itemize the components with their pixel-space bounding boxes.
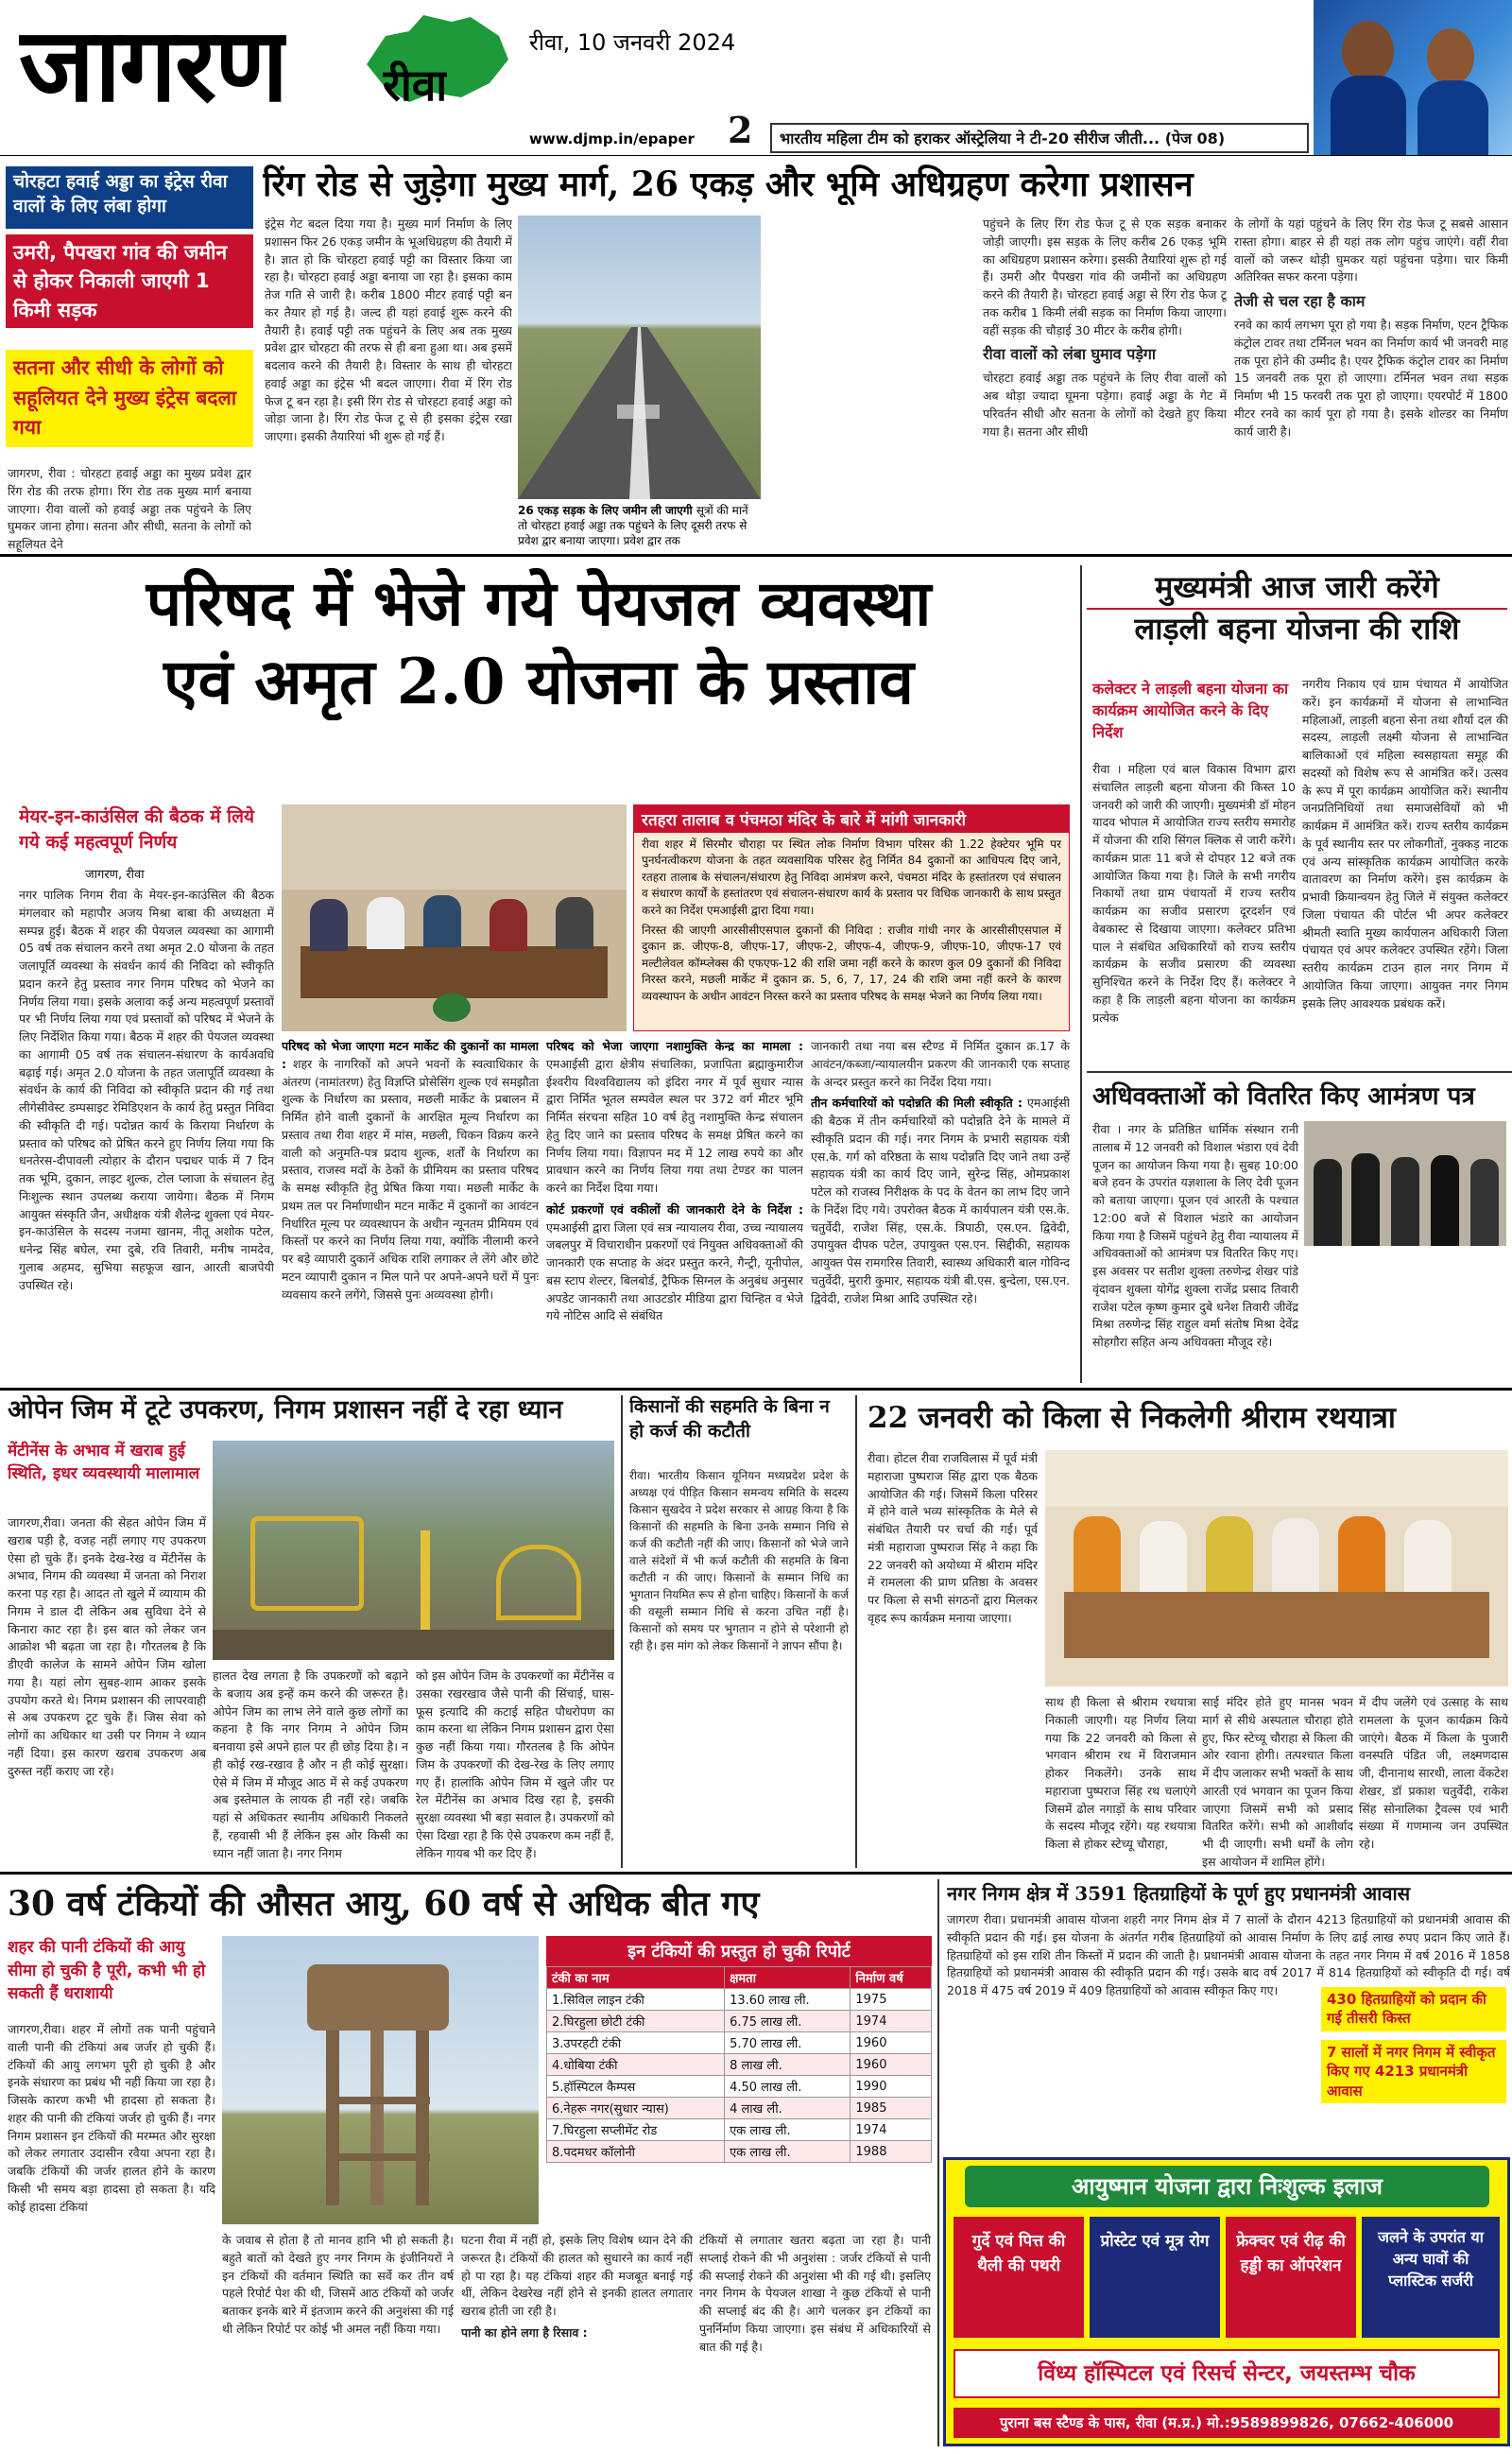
table-cell: 1974 bbox=[850, 2011, 932, 2032]
council-col-c2-text: एमआईसी की बैठक में तीन कर्मचारियों को पदोन्नति देने के मामले में स्वीकृति प्रदान की गई। नगर निगम के प्रभारी सहायक यंत्री एस.के. गर्ग को वरिष्ठता के साथ पदोन्नति दिए जाने तथा उन्हें सहायक यंत्री का कार्य दिए जाने, सुरेन्द्र सिंह, ओमप्रकाश पटेल को राजस्व निरीक्षक के पद के वेतन का लाभ दिए जाने के निर्देश दिए गये। उपरोक्त बैठक में कार्यपालन यंत्री एस.के. चतुर्वेदी, राजेश सिंह, एस.के. त्रिपाठी, एस.एन. द्विवेदी, उपायुक्त दीपक पटेल, उपायुक्त एस.एन. सिद्दीकी, सहायक आयुक्त पेस रामगरिस तिवारी, स्वास्थ्य अधिकारी बाल गोविन्द चतुर्वेदी, मुरारी कुमार, सहायक यंत्री बी.एस. बुन्देला, एस.एन. द्विवेदी, राजेश मिश्रा आदि उपस्थित रहे। bbox=[811, 1096, 1070, 1305]
farmers-body bbox=[629, 1467, 849, 1869]
water-tank-photo bbox=[222, 1936, 539, 2224]
council-headline-line1: परिषद में भेजे गये पेयजल व्यवस्था bbox=[146, 566, 932, 640]
rathyatra-col-1 bbox=[868, 1450, 1038, 1734]
table-cell: 1.सिविल लाइन टंकी bbox=[547, 1989, 725, 2011]
council-col-c-head: तीन कर्मचारियों को पदोन्नति की मिली स्वीकृति : bbox=[811, 1096, 1023, 1111]
council-col-b2-text: एमआईसी द्वारा जिला एवं सत्र न्यायालय रीवा, उच्च न्यायालय जबलपुर में विचाराधीन प्रकरणों एवं नियुक्त अधिवक्ताओं की जानकारी एक सप्ताह के अंदर प्रस्तुत करने, गैन्ट्री, यूनीपोल, बस स्टाप शेल्टर, बिलबोर्ड, ट्रैफिक सिग्नल के अनुबंध अनुसार अपडेट जानकारी तथा आउटडोर मीडिया द्वारा चिन्हित व भेजे गये नोटिस आदि से संबंधित bbox=[546, 1219, 803, 1323]
tanks-table-header: टंकी का नाम bbox=[547, 1967, 725, 1989]
advocates-body bbox=[1092, 1121, 1508, 1381]
runway-caption-text: सूत्रों की मानें तो चोरहटा हवाई अड्डा तक पहुंचने के लिए दूसरी तरफ से प्रवेश द्वार बनाया जाएगा। प्रवेश द्वार तक bbox=[518, 504, 748, 548]
story-pm-awas bbox=[943, 1877, 1512, 2152]
council-col-b-head: परिषद को भेजा जाएगा नशामुक्ति केन्द्र का मामला : bbox=[546, 1039, 803, 1053]
tanks-col-1-text: जागरण,रीवा। शहर में लोगों तक पानी पहुंचाने वाली पानी की टंकियां अब जर्जर हो चुकी हैं। टंकियों की आयु लगभग पूरी हो चुकी है और इनके संधारण का प्रबंध भी नहीं किया जा रहा है। जिसके कारण कभी भी हादसा हो सकता है। शहर की पानी की टंकियां जर्जर हो चुकी हैं। नगर निगम प्रशासन इन टंकियों की मरम्मत और सुरक्षा को लेकर लगातार उदासीन रवैया अपना रहा है। जबकि टंकियों की जर्जर हालत होने के कारण किसी भी समय बड़ा हादसा हो सकता है। यदि कोई हादसा टंकियां bbox=[8, 2022, 215, 2214]
airport-left-body: जागरण, रीवा : चोरहटा हवाई अड्डा का मुख्य प्रवेश द्वार रिंग रोड की तरफ होगा। रिंग रोड तक मुख्य मार्ग बनाया जाएगा। रीवा वालों को हवाई अड्डा तक पहुंचने के लिए घुमकर जाना होगा। सतना और सीधी, सतना के लोगों को सहूलियत देने bbox=[8, 466, 251, 551]
table-cell: 1988 bbox=[850, 2141, 932, 2163]
table-cell: एक लाख ली. bbox=[725, 2141, 850, 2163]
table-cell: 1990 bbox=[850, 2076, 932, 2098]
ad-address: पुराना बस स्टैण्ड के पास, रीवा (म.प्र.) मो.:9589899826, 07662-406000 bbox=[954, 2408, 1500, 2438]
tanks-subheading: शहर की पानी टंकियों की आयु सीमा हो चुकी है पूरी, कभी भी हो सकती हैं धराशायी bbox=[8, 1938, 206, 2004]
ladli-col-2-text: नगरीय निकाय एवं ग्राम पंचायत में आयोजित करें। इन कार्यक्रमों में योजना से लाभान्वित महिलाओं, लाड़ली बहना सेना तथा शौर्या दल की सदस्य, लाड़ली लक्ष्मी योजना से लाभान्वित बालिकाओं एवं महिला स्वसहायता समूह की सदस्यों को विशेष रूप से आमंत्रित करें। उत्सव के रूप में पूरा कार्यक्रम आयोजित करें। स्थानीय जनप्रतिनिधियों तथा समाजसेवियों को भी कार्यक्रम में आमंत्रित करें। राज्य स्तरीय कार्यक्रम के पूर्व स्थानीय स्तर पर लोकगीतों, नुक्कड़ नाटक एवं अन्य सांस्कृतिक कार्यक्रम आयोजित करके वातावरण का निर्माण करेंगे। इस कार्यक्रम के प्रभावी क्रियान्वयन हेतु जिले में संयुक्त कलेक्टर जिला पंचायत की पोर्टल भी अपर कलेक्टर श्रीमती स्वाति मुख्य कार्यपालन अधिकारी जिला पंचायत एवं अपर कलेक्टर उपस्थित रहेंगे। जिला स्तरीय कार्यक्रम टाउन हाल नगर निगम में आयोजित किया जाएगा। आयुक्त नगर निगम इसके लिए आवश्यक प्रबंधक करें। bbox=[1302, 677, 1508, 1011]
farmers-body-text: रीवा। भारतीय किसान यूनियन मध्यप्रदेश प्रदेश के अध्यक्ष एवं पीड़ित किसान समन्वय समिति के सदस्य किसान सुखदेव ने प्रदेश सरकार से आग्रह किया है कि किसानों की सहमति के बिना उनके सम्मान निधि से कर्ज की कटौती नहीं की जाए। किसानों को भेजे जाने वाले संदेशों में भी कर्ज कटौती की सहमति के बिना कटौती न की जाए। किसानों के सम्मान निधि का भुगतान नियमित रूप से होना चाहिए। किसानों के कर्ज की वसूली सम्मान निधि से करना उचित नहीं है। किसानों को समय पर भुगतान न होने से परेशानी हो रही है। इस मांग को लेकर किसानों ने ज्ञापन सौंपा है। bbox=[629, 1469, 849, 1652]
gym-col-2 bbox=[213, 1668, 408, 1869]
table-cell: 7.घिरहुला सप्लीमेंट रोड bbox=[547, 2119, 725, 2141]
airport-col-5 bbox=[1234, 216, 1508, 551]
gym-col-1 bbox=[8, 1514, 206, 1869]
council-subheading: मेयर-इन-काउंसिल की बैठक में लिये गये कई महत्वपूर्ण निर्णय bbox=[19, 806, 255, 853]
advocates-body-text: रीवा । नगर के प्रतिष्ठित धार्मिक संस्थान रानी तालाब में 12 जनवरी को विशाल भंडारा एवं देवी पूजन का आयोजन किया गया है। सुबह 10:00 बजे हवन के उपरांत यज्ञशाला के लिए देवी पूजन को बताया जाएगा। पूजन एवं आरती के पश्चात 12:00 बजे से विशाल भंडारे का आयोजन किया गया है जिसमें पहुंचने हेतु रीवा न्यायालय में अधिवक्ताओं को आमंत्रण पत्र वितरित किए गए। इस अवसर पर सतीश शुक्ला तरुणेन्द्र शेखर पांडे वृंदावन शुक्ला योगेंद्र शुक्ला राजेंद्र प्रसाद तिवारी राजेश पटेल कृष्ण कुमार दुबे धनेश तिवारी जीवेंद्र मिश्रा तरुणेन्द्र सिंह राहुल वर्मा संतोष मिश्रा देवेंद्र सोहगौरा सहित अन्य अधिवक्ता मौजूद रहे। bbox=[1092, 1122, 1298, 1349]
table-row bbox=[547, 2032, 932, 2054]
table-cell: 5.70 लाख ली. bbox=[725, 2032, 850, 2054]
rathyatra-col-1-text: रीवा। होटल रीवा राजविलास में पूर्व मंत्री महाराजा पुष्पराज सिंह द्वारा एक बैठक आयोजित की गई। जिसमें किला परिसर में होने वाले भव्य सांस्कृतिक के मेले से संबंधित तैयारी पर चर्चा की गई। पूर्व मंत्री महाराजा पुष्पराज सिंह ने कहा कि 22 जनवरी को अयोध्या में श्रीराम मंदिर में रामलला की प्राण प्रतिष्ठा के अवसर पर किला से सभी संगठनों द्वारा मिलकर वृहद रूप कार्यक्रम मनाया जाएगा। bbox=[868, 1451, 1038, 1625]
gym-subheading: मेंटीनेंस के अभाव में खराब हुई स्थिति, इधर व्यवस्थायी मालामाल bbox=[8, 1442, 200, 1483]
ladli-headline-line2: लाड़ली बहना योजना की राशि bbox=[1087, 608, 1507, 649]
ladli-subheading: कलेक्टर ने लाड़ली बहना योजना का कार्यक्रम आयोजित करने के दिए निर्देश bbox=[1092, 680, 1289, 742]
rathyatra-meeting-photo bbox=[1045, 1450, 1508, 1686]
kicker-text: चोरहटा हवाई अड्डा का इंट्रेस रीवा वालों के लिए लंबा होगा bbox=[13, 171, 228, 216]
ad-title: आयुष्मान योजना द्वारा निःशुल्क इलाज bbox=[965, 2166, 1489, 2207]
council-headline-line2: एवं अमृत 2.0 योजना के प्रस्ताव bbox=[163, 644, 914, 718]
table-cell: 13.60 लाख ली. bbox=[725, 1989, 850, 2011]
ladli-col-1-text: रीवा । महिला एवं बाल विकास विभाग द्वारा संचालित लाड़ली बहना योजना की किस्त 10 जनवरी को जारी की जाएगी। मुख्यमंत्री डॉ मोहन यादव भोपाल में आयोजित राज्य स्तरीय समारोह में योजना की राशि सिंगल क्लिक से जारी करेंगे। कार्यक्रम प्रातः 11 बजे से दोपहर 12 बजे तक आयोजित किया गया है। जिले के सभी नगरीय निकायों तथा ग्राम पंचायतों में राज्य स्तरीय कार्यक्रम का सजीव प्रसारण दूरदर्शन एवं वेबकास्ट से दिखाया जाएगा। कलेक्टर प्रतिभा पाल ने संबंधित अधिकारियों को राज्य स्तरीय कार्यक्रम के सजीव प्रसारण की व्यवस्था सुनिश्चित करने के निर्देश दिए हैं। कलेक्टर ने कहा है कि लाड़ली बहना योजना का कार्यक्रम प्रत्येक bbox=[1092, 762, 1296, 1025]
table-row bbox=[547, 2119, 932, 2141]
table-cell: 1975 bbox=[850, 1989, 932, 2011]
rathyatra-col-2 bbox=[1045, 1694, 1196, 1869]
tanks-col-3-text: घटना रीवा में नहीं हो, इसके लिए विशेष ध्यान देने की जरूरत है। टंकियों की हालत को सुधारने का कार्य नहीं हो पा रहा है। यह टंकियां शहर की मजबूत बनाई गई थीं, लेकिन देखरेख नहीं होने से इनकी हालत लगातार खराब होती जा रही है। bbox=[461, 2233, 693, 2318]
table-row bbox=[547, 2141, 932, 2163]
airport-col-5-subhead: तेजी से चल रहा है काम bbox=[1234, 292, 1366, 310]
tanks-table-box bbox=[546, 1936, 932, 2224]
edition-name: रीवा bbox=[383, 60, 448, 111]
tanks-col-2 bbox=[222, 2232, 454, 2451]
story-open-gym bbox=[0, 1393, 619, 1871]
story-farmers bbox=[626, 1393, 852, 1871]
awas-highlight-1: 430 हितग्राहियों को प्रदान की गई तीसरी किस्त bbox=[1321, 1987, 1506, 2031]
table-cell: 1974 bbox=[850, 2119, 932, 2141]
runway-photo bbox=[518, 216, 761, 499]
table-cell: 1960 bbox=[850, 2032, 932, 2054]
table-cell: 5.हॉस्पिटल कैम्पस bbox=[547, 2076, 725, 2098]
epaper-link[interactable]: www.djmp.in/epaper bbox=[529, 130, 695, 147]
tanks-col-3 bbox=[461, 2232, 693, 2451]
airport-kicker bbox=[6, 166, 253, 229]
ad-box-3: फ्रेक्चर एवं रीढ़ की हड्डी का ऑपरेशन bbox=[1226, 2217, 1356, 2338]
gym-photo bbox=[213, 1441, 614, 1660]
airport-col-4b-text: चोरहटा हवाई अड्डा तक पहुंचने के लिए रीवा वालों को अब थोड़ा ज्यादा घूमना पड़ेगा। हवाई अड्डा के गेट में परिवर्तन सीधी और सतना के लोगों को देखते हुए किया गया है। सतना और सीधी bbox=[983, 371, 1227, 439]
gym-col-2-text: हालत देख लगता है कि उपकरणों को बढ़ाने के बजाय अब इन्हें कम करने की जरूरत है। ओपेन जिम का लाभ लेने वाले कुछ लोगों का कहना है कि नगर निगम ने ओपेन जिम बनवाया इसे अपने हाल पर ही छोड़ दिया है। न ही कोई रख-रखाव है और न ही कोई सुरक्षा। ऐसे में जिम में मौजूद आठ में से कई उपकरण अब इस्तेमाल के लायक ही नहीं रहे। जबकि यहां से अधिकतर स्थानीय अधिकारी निकलते हैं, रहवासी भी हैं लेकिन इस ओर किसी का ध्यान नहीं जाता है। नगर निगम bbox=[213, 1668, 408, 1860]
table-cell: 3.उपरहटी टंकी bbox=[547, 2032, 725, 2054]
ad-box-2: प्रोस्टेट एवं मूत्र रोग bbox=[1090, 2217, 1220, 2338]
table-cell: 8 लाख ली. bbox=[725, 2054, 850, 2076]
council-col-a bbox=[282, 1038, 539, 1383]
rathyatra-col-3 bbox=[1202, 1694, 1353, 1869]
airport-col-4-subhead: रीवा वालों को लंबा घुमाव पड़ेगा bbox=[983, 345, 1157, 364]
tanks-col-1 bbox=[8, 2021, 215, 2451]
tanks-headline: 30 वर्ष टंकियों की औसत आयु, 60 वर्ष से अधिक बीत गए bbox=[8, 1884, 760, 1924]
tanks-col-2-text: के जवाब से होता है तो मानव हानि भी हो सकती है। बहुते बातों को देखते हुए नगर निगम के इंजीनियरों ने इन टंकियों की वर्तमान स्थिति का सर्वे कर तीन वर्ष पहले रिपोर्ट पेश की थी, जिसमें आठ टंकियों को जर्जर बताकर इनके बारे में इंतजाम करने की अनुशंसा की गई थी लेकिन रिपोर्ट पर कोई भी अमल नहीं किया गया। bbox=[222, 2233, 454, 2336]
awas-body-text: जागरण रीवा। प्रधानमंत्री आवास योजना शहरी नगर निगम क्षेत्र में 7 सालों के दौरान 4213 हितग्राहियों को प्रधानमंत्री आवास की स्वीकृति प्रदान की गई। इस योजना के अंतर्गत गरीब हितग्राहियों को आवास निर्माण के लिए ढाई लाख रुपए प्रदान किए जाते हैं। हितग्राहियों को इस राशि तीन किस्तों में प्रदान की जाती है। प्रधानमंत्री आवास योजना के तहत नगर निगम में वर्ष 2016 में 1858 हितग्राहियों को प्रधानमंत्री आवास की स्वीकृति प्रदान की गई। उसके बाद वर्ष 2017 में 814 हितग्राहियों को स्वीकृति दी गई। वर्ष 2018 में 475 वर्ष 2019 में 409 हितग्राहियों को आवास स्वीकृत किए गए। bbox=[947, 1912, 1510, 1997]
table-cell: 6.नेहरू नगर(सुधार न्यास) bbox=[547, 2098, 725, 2119]
council-col-c bbox=[811, 1038, 1070, 1383]
table-cell: 2.घिरहुला छोटी टंकी bbox=[547, 2011, 725, 2032]
rathyatra-col-3-text: साई मंदिर होते हुए मानस भवन मार्ग से सीधे अस्पताल चौराहा होते हुए, फिर स्टेच्यू चौराहा से किला की ओर रवाना होगी। तत्पश्चात किला में दीप जलाकर सभी भक्तों के साथ आरती एवं भगवान का पूजन किया जाएगा जिसमें सभी को प्रसाद वितरित करेंगे। सभी को आशीर्वाद भी दी जाएगी। सभी धर्मों के लोग इस आयोजन में शामिल होंगे। bbox=[1202, 1695, 1353, 1869]
council-box-body: रीवा शहर में सिरमौर चौराहा पर स्थित लोक निर्माण विभाग परिसर की 1.22 हेक्टेयर भूमि पर पुनर्घनत्वीकरण योजना के तहत व्यवसायिक परिसर हेतु निर्मित 84 दुकानों का आधिपत्य दिए जाने, रतहरा तालाब के संचालन/संधारण हेतु निविदा आमंत्रण करने, पंचमठा मंदिर के हस्तांतरण एवं संचालन व संधारण कार्यों के हस्तांतरण एवं संचालन-संधारण कार्य के प्रस्ताव पर विधिक जानकारी के साथ प्रस्तुत करने का निर्देश एमआईसी द्वारा दिया गया। bbox=[642, 838, 1061, 917]
airport-side-heading-2: सतना और सीधी के लोगों को सहूलियत देने मुख्य इंट्रेस बदला गया bbox=[6, 350, 253, 447]
table-cell: 1960 bbox=[850, 2054, 932, 2076]
airport-col-2-text: इंट्रेस गेट बदल दिया गया है। मुख्य मार्ग निर्माण के लिए प्रशासन फिर 26 एकड़ जमीन के भूअधिग्रहण की तैयारी में है। ज्ञात हो कि चोरहटा हवाई पट्टी का विस्तार किया जा रहा है। चोरहटा हवाई अड्डा बनाया जा रहा है। इसका काम तेज गति से जारी है। करीब 1800 मीटर हवाई पट्टी बन कर तैयार हो गई है। जल्द ही यहां हवाई शुरू करने की तैयारी है। हवाई पट्टी तक पहुंचने के लिए अब तक मुख्य प्रवेश द्वार चोरहटा की तरफ से ही बना हुआ था। अब इसमें बदलाव करने की तैयारी है। विस्तार के साथ ही चोरहटा हवाई अड्डा का इंट्रेस भी बदल जाएगा। रीवा में रिंग रोड फेज टू बन रहा है। इसी रिंग रोड से चोरहटा हवाई अड्डा को जोड़ा जाना है। रिंग रोड फेज टू से ही इसका इंट्रेस रखा जाएगा। इसकी तैयारियां भी शुरू हो गई हैं। bbox=[265, 216, 512, 443]
tanks-col-3-subhead: पानी का होने लगा है रिसाव : bbox=[461, 2324, 588, 2340]
table-cell: 4.50 लाख ली. bbox=[725, 2076, 850, 2098]
table-row bbox=[547, 2098, 932, 2119]
brand-logo: जागरण bbox=[19, 9, 287, 122]
rathyatra-col-2-text: साथ ही किला से श्रीराम रथयात्रा निकाली जाएगी। यह निर्णय लिया गया कि 22 जनवरी को किला से भगवान श्रीराम रथ में विराजमान होकर निकलेंगे। उनके साथ महाराजा पुष्पराज सिंह रथ चलाएंगे जिसमें ढोल नगाड़ों के साथ परिवार के सदस्य मौजूद रहेंगे। यह रथयात्रा किला से होकर स्टेच्यू चौराहा, bbox=[1045, 1695, 1196, 1851]
ayushman-ad[interactable] bbox=[943, 2157, 1510, 2446]
table-cell: 8.पदमधर कॉलोनी bbox=[547, 2141, 725, 2163]
ad-box-4: जलने के उपरांत या अन्य घावों की प्लास्टिक सर्जरी bbox=[1362, 2217, 1500, 2338]
page-number: 2 bbox=[728, 109, 753, 151]
tanks-table-header: क्षमता bbox=[725, 1967, 850, 1989]
council-col-a-text: शहर के नागरिकों को अपने भवनों के स्वत्वाधिकार के अंतरण (नामांतरण) हेतु विज्ञप्ति प्रोसेसिंग शुल्क एवं समझौता शुल्क के निर्धारण का प्रस्ताव, मछली मार्केट के प्रबालन में निर्मित होने वाली दुकानों के आरक्षित मूल्य निर्धारण का प्रस्ताव तथा रीवा शहर में मांस, मछली, चिकन विक्रय करने वाली को अनुमति-पत्र प्रदाय शुल्क, शर्तों के निर्धारण का प्रस्ताव, राजस्व मदों के ठेकों के प्रीमियम का प्रस्ताव परिषद के समक्ष स्वीकृति हेतु प्रेषित किया गया। मछली मार्केट के प्रथम तल पर निर्माणाधीन मटन मार्केट में दुकानों का आवंटन निर्धारित मूल्य पर व्यवस्थापन के अधीन न्यूनतम प्रीमियम एवं किस्तों पर करने का निर्णय लिया गया, क्योंकि नीलामी करने पर बड़े व्यापारी दुकानें अधिक राशि लगाकर ले लेंगे और छोटे मटन व्यापारी दुकान न मिल पाने पर अपने-अपने घरों में पुनः व्यवसाय करने लगेंगे, जिससे पुनः अव्यवस्था होगी। bbox=[282, 1056, 539, 1302]
story-council bbox=[0, 561, 1077, 1388]
rathyatra-headline: 22 जनवरी को किला से निकलेगी श्रीराम रथयात्रा bbox=[868, 1401, 1396, 1435]
cricket-players-photo bbox=[1314, 0, 1512, 156]
story-ladli-behna bbox=[1087, 562, 1512, 1073]
teaser-bar[interactable] bbox=[770, 123, 1309, 153]
gym-col-1-text: जागरण,रीवा। जनता की सेहत ओपेन जिम में खराब पड़ी है, वजह नहीं लगाए गए उपकरण ऐसा हो चुके हैं। इनके देख-रेख व मेंटीनेंस के अभाव, निगम की व्यवस्था में जनता को निराश करना पड़ रहा है। आदत तो खुले में व्यायाम की निगम ने डाल दी लेकिन अब सुविधा देने से किनारा काट रहा है। इस बात को लेकर जन आक्रोश भी बढ़ता जा रहा है। गौरतलब है कि डीएवी कालेज के सामने ओपेन जिम खोला गया है। यहां लोग सुबह-शाम आकर इसके उपयोग करते थे। निगम प्रशासन की लापरवाही से अब उपकरण टूट चुके हैं। जिस सेवा को लोगों का अधिकार था उसी पर निगम ने ध्यान नहीं दिया। इस कारण खराब उपकरण अब दुरुस्त नहीं कराए जा रहे। bbox=[8, 1515, 206, 1778]
council-meeting-photo bbox=[282, 804, 627, 1031]
council-col-c-text: जानकारी तथा नया बस स्टैण्ड में निर्मित दुकान क्र.17 के आवंटन/कब्जा/न्यायालयीन प्रकरण की जानकारी एक सप्ताह के अन्दर प्रस्तुत करने का निर्देश दिया गया। bbox=[811, 1039, 1070, 1089]
council-box-body2: निरस्त की जाएगी आरसीसीएसपाल दुकानों की निविदा : राजीव गांधी नगर के आरसीसीएसपाल में दुकान क्र. जीएफ-8, जीएफ-17, जीएफ-2, जीएफ-4, जीएफ-9, जीएफ-10, जीएफ-17 एवं मल्टीलेवल कॉम्प्लेक्स की एफएफ-12 की राशि जमा नहीं करने के कारण कुल 09 दुकानों की निविदा निरस्त करने, मछली मार्केट में दुकान क्र. 5, 6, 7, 17, 24 की राशि जमा नहीं करने के कारण व्यवस्थापन के अधीन आवंटन निरस्त करने का प्रस्ताव परिषद के समक्ष भेजने का निर्णय लिया गया। bbox=[642, 923, 1061, 1003]
table-cell: 4.धोबिया टंकी bbox=[547, 2054, 725, 2076]
ad-box-1: गुर्दे एवं पित्त की थैली की पथरी bbox=[954, 2217, 1084, 2338]
runway-caption-bold: 26 एकड़ सड़क के लिए जमीन ली जाएगी bbox=[518, 504, 693, 517]
table-cell: 4 लाख ली. bbox=[725, 2098, 850, 2119]
tanks-table-header: निर्माण वर्ष bbox=[850, 1967, 932, 1989]
council-headline bbox=[9, 564, 1068, 720]
council-col-1 bbox=[19, 887, 274, 1383]
table-cell: एक लाख ली. bbox=[725, 2119, 850, 2141]
council-col-b-head2: कोर्ट प्रकरणों एवं वकीलों की जानकारी देने के निर्देश : bbox=[546, 1201, 803, 1217]
table-cell: 1985 bbox=[850, 2098, 932, 2119]
tanks-col-4-text: टंकियों से लगातार खतरा बढ़ता जा रहा है। पानी सप्लाई रोकने की भी अनुशंसा : जर्जर टंकियों से पानी की सप्लाई रोकने की अनुशंसा भी की गई थी। इसलिए नगर निगम के पेयजल शाखा ने कुछ टंकियों से पानी की सप्लाई बंद की है। आगे चलकर इन टंकियों का पुनर्निर्माण किया जाएगा। इस संबंध में अधिकारियों से बात की गई है। bbox=[699, 2233, 931, 2354]
airport-side-heading-1: उमरी, पैपखरा गांव की जमीन से होकर निकाली जाएगी 1 किमी सड़क bbox=[6, 234, 253, 328]
ladli-col-1 bbox=[1092, 761, 1296, 1068]
airport-col-5b-text: रनवे का कार्य लगभग पूरा हो गया है। सड़क निर्माण, एटन ट्रैफिक कंट्रोल टावर तथा टर्मिनल भवन का निर्माण कार्य भी जनवरी माह तक पूरा होने की उम्मीद है। एयर ट्रैफिक कंट्रोल टावर का निर्माण 15 जनवरी तक पूरा हो जाएगा। टर्मिनल भवन तथा सड़क निर्माण भी 15 फरवरी तक पूरा हो जाएगा। एयरपोर्ट में 1800 मीटर रनवे का कार्य पूरा हो गया है। इसके शोल्डर का निर्माण कार्य जारी है। bbox=[1234, 318, 1508, 439]
council-col-1-text: नगर पालिक निगम रीवा के मेयर-इन-काउंसिल की बैठक मंगलवार को महापौर अजय मिश्रा बाबा की अध्यक्षता में सम्पन्न हुई। बैठक में शहर की पेयजल व्यवस्था का आगामी 05 वर्ष तक संचालन करने तथा अमृत 2.0 योजना के तहत जलापूर्ति व्यवस्था के संवर्धन कार्य की निविदा को स्वीकृति प्रदान करने हेतु प्रस्ताव नगर निगम परिषद को भेजने का निर्णय लिया गया। इसके अलावा कई अन्य महत्वपूर्ण प्रस्तावों पर भी निर्णय लिया गया एवं प्रस्तावों को परिषद में भेजने के लिए निर्देशित किया गया। बैठक में शहर की पेयजल व्यवस्था का आगामी 05 वर्ष तक संचालन-संधारण के कार्यअवधि बढ़ाई गई। अमृत 2.0 योजना के तहत जलापूर्ति व्यवस्था के संवर्धन के कार्य की निविदा को स्वीकृति प्रदान की गई तथा लीगेसीवेस्ट डम्पसाइट रेमिडिएशन के कार्य हेतु प्रस्तुत निविदा की स्वीकृति दी गई। पदोन्नत कार्य के किराया निर्धारण के प्रस्ताव को परिषद को प्रेषित करने हुए निर्णय लिया गया कि धनतेरस-दीपावली त्योहार के दौरान पद्मधर पार्क में 7 दिन तक भूमि, दुकान, लाइट शुल्क, टोल प्लाजा के संचालन हेतु निःशुल्क स्थान उपलब्ध कराया जायेगा। बैठक में निगम आयुक्त संस्कृति जैन, अधीक्षक यंत्री शैलेन्द्र शुक्ला एवं मेयर-इन-काउंसिल के सदस्य नजमा खानम, नीतू अशोक पटेल, धनेन्द्र सिंह बघेल, रमा दुबे, रवि तिवारी, मनीष नामदेव, गुलाब अहमद, सुभिया सहफूज खान, आरती बाजपेयी उपस्थित रहे। bbox=[19, 888, 274, 1292]
tanks-col-4 bbox=[699, 2232, 931, 2451]
awas-highlight-2: 7 सालों में नगर निगम में स्वीकृत किए गए 4213 प्रधानमंत्री आवास bbox=[1321, 2040, 1506, 2103]
awas-headline: नगर निगम क्षेत्र में 3591 हितग्राहियों के पूर्ण हुए प्रधानमंत्री आवास bbox=[947, 1882, 1411, 1905]
story-rathyatra bbox=[860, 1393, 1512, 1871]
airport-col-4 bbox=[983, 216, 1227, 551]
airport-col-5-text: के लोगों के यहां पहुंचने के लिए रिंग रोड फेज टू सबसे आसान रास्ता होगा। बाहर से ही यहां तक लोग पहुंच जाएंगे। वहीं रीवा वालों को जरूर थोड़ी घुमकर यहां पहुंचना पड़ेगा। चार किमी अतिरिक्त सफर करना पड़ेगा। bbox=[1234, 216, 1508, 285]
ladli-col-2 bbox=[1302, 676, 1508, 1068]
teaser-text: भारतीय महिला टीम को हराकर ऑस्ट्रेलिया ने टी-20 सीरीज जीती... (पेज 08) bbox=[780, 130, 1226, 147]
airport-headline: रिंग रोड से जुड़ेगा मुख्य मार्ग, 26 एकड़ और भूमि अधिग्रहण करेगा प्रशासन bbox=[263, 164, 1194, 204]
rathyatra-col-4 bbox=[1359, 1694, 1508, 1869]
story-advocates bbox=[1087, 1078, 1512, 1385]
council-box bbox=[633, 804, 1070, 1031]
story-water-tanks bbox=[0, 1877, 936, 2454]
ad-hospital-name: विंध्य हॉस्पिटल एवं रिसर्च सेन्टर, जयस्तम्भ चौक bbox=[954, 2349, 1500, 2398]
council-col-b-text: एमआईसी द्वारा क्षेत्रीय संचालिका, प्रजापिता ब्रह्माकुमारीज ईश्वरीय विश्वविद्यालय को इंदिरा नगर में पूर्व सुधार न्यास द्वारा निर्मित भूतल सम्पवेल स्थल पर 372 वर्ग मीटर भूमि निर्मित संरचना सहित 10 वर्ष हेतु नशामुक्ति केन्द्र संचालन हेतु दिए जाने का प्रस्ताव परिषद के समक्ष प्रेषित करने का निर्णय लिया गया। विज्ञापन मद में 12 लाख रुपये का और प्रावधान करने का निर्णय लिया गया तथा टेण्डर का पालन करने का निर्देश दिया गया। bbox=[546, 1056, 803, 1195]
table-row bbox=[547, 2054, 932, 2076]
table-row bbox=[547, 2076, 932, 2098]
gym-headline: ओपेन जिम में टूटे उपकरण, निगम प्रशासन नहीं दे रहा ध्यान bbox=[8, 1395, 563, 1425]
ladli-headline-line1: मुख्यमंत्री आज जारी करेंगे bbox=[1155, 569, 1439, 605]
table-row bbox=[547, 2011, 932, 2032]
airport-col-4-text: पहुंचने के लिए रिंग रोड फेज टू से एक सड़क बनाकर जोड़ी जाएगी। इस सड़क के लिए करीब 26 एकड़ भूमि का अधिग्रहण प्रशासन करेगा। इसकी तैयारियां शुरू हो गई हैं। उमरी और पैपखरा गांव की जमीनों का अधिग्रहण करने की तैयारी है। चोरहटा हवाई अड्डा से रिंग रोड फेज टू तक करीब 1 किमी लंबी सड़क का निर्माण किया जाएगा। वहीं सड़क की चौड़ाई 30 मीटर के करीब होगी। bbox=[983, 216, 1227, 337]
council-col-a-head: परिषद को भेजा जाएगा मटन मार्केट की दुकानों का मामला : bbox=[282, 1039, 539, 1071]
advocates-headline: अधिवक्ताओं को वितरित किए आमंत्रण पत्र bbox=[1092, 1082, 1475, 1111]
council-box-title: रतहरा तालाब व पंचमठा मंदिर के बारे में मांगी जानकारी bbox=[634, 805, 1069, 833]
runway-photo-caption bbox=[518, 503, 761, 549]
ladli-headline bbox=[1087, 568, 1507, 648]
council-col-b bbox=[546, 1038, 803, 1383]
council-byline: जागरण, रीवा bbox=[85, 868, 145, 882]
story-airport bbox=[0, 161, 1512, 558]
rathyatra-col-4-text: में दीप जलेंगे एवं उत्साह के साथ रामलला के पूजन कार्यक्रम किये जाएंगे। बैठक में किला के पुजारी वनस्पति पंडित जी, लक्ष्मणदास जी, दीनानाथ सारथी, लाला वेंकटेश शेखर, डॉ प्रकाश चतुर्वेदी, राकेश सिंह सोनालिका ट्रैवल्स एवं भारी संख्या में गणमान्य जन उपस्थित रहे। bbox=[1359, 1695, 1508, 1851]
masthead bbox=[0, 0, 1512, 156]
dateline: रीवा, 10 जनवरी 2024 bbox=[529, 29, 736, 56]
tanks-table-title: इन टंकियों की प्रस्तुत हो चुकी रिपोर्ट bbox=[546, 1936, 932, 1966]
farmers-headline: किसानों की सहमति के बिना न हो कर्ज की कटौती bbox=[629, 1396, 830, 1442]
airport-col-2 bbox=[265, 216, 512, 551]
table-row bbox=[547, 1989, 932, 2011]
gym-col-3 bbox=[416, 1668, 614, 1869]
table-cell: 6.75 लाख ली. bbox=[725, 2011, 850, 2032]
tanks-table bbox=[546, 1966, 932, 2163]
gym-col-3-text: को इस ओपेन जिम के उपकरणों का मेंटीनेंस व उसका रखरखाव जैसे पानी की सिंचाई, घास-फूस इत्यादि की कटाई सहित पौधरोपण का काम करना था लेकिन निगम प्रशासन द्वारा ऐसा कुछ नहीं किया गया। गौरतलब है कि ओपेन जिम के उपकरणों की देख-रेख के लिए लगाए गए हैं। हालांकि ओपेन जिम में खुले जीर पर रेल मेंटीनेंस का अभाव दिख रहा है, इसकी सुरक्षा व्यवस्था भी बड़ा सवाल है। उपकरणों को ऐसा दिखा रहा है कि ऐसे उपकरण कम नहीं हैं, लेकिन गायब भी कर दिए हैं। bbox=[416, 1668, 614, 1860]
